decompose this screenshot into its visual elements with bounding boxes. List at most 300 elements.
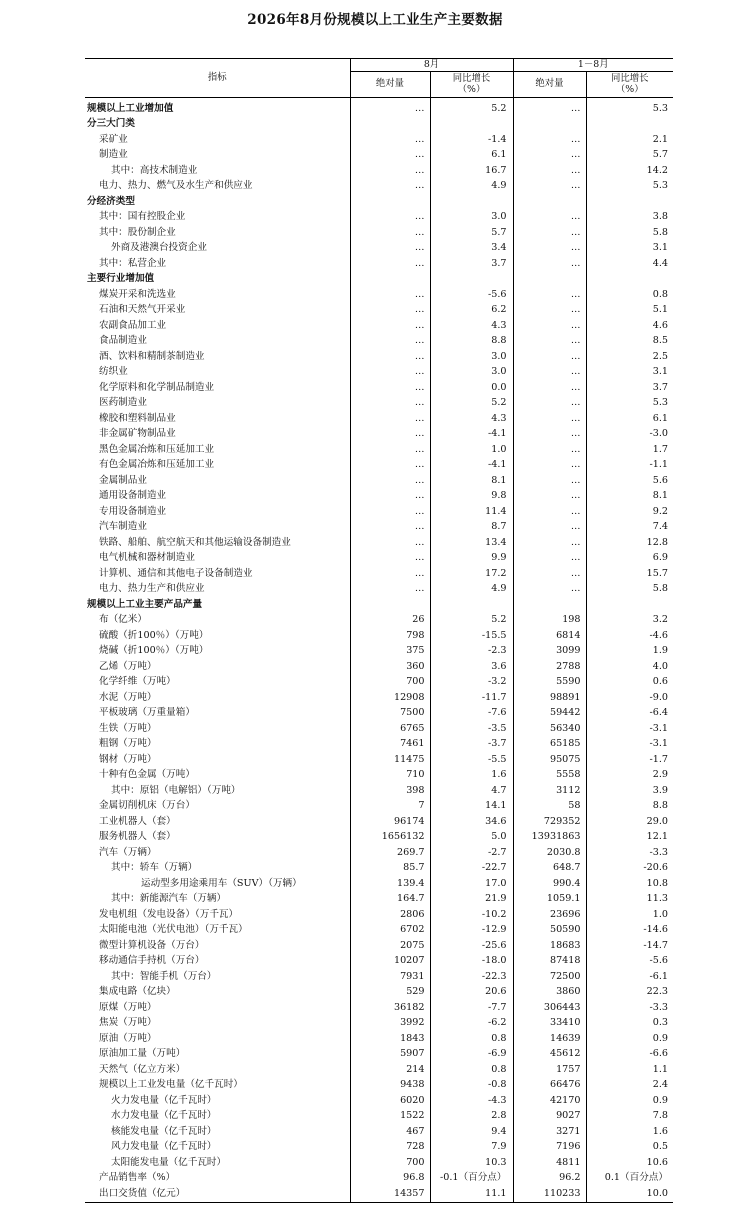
month-yoy-value: 11.4 <box>430 504 513 520</box>
ytd-yoy-label: 同比增长 <box>610 72 649 84</box>
table-row <box>85 396 673 412</box>
month-absolute-value: 398 <box>350 783 430 799</box>
indicator-name: 分经济类型 <box>87 195 135 207</box>
month-yoy-value: -7.6 <box>430 706 513 722</box>
table-row <box>85 287 673 303</box>
month-absolute-value: … <box>350 520 430 536</box>
indicator-name: 水泥（万吨） <box>99 691 157 703</box>
month-yoy-value: -5.6 <box>430 287 513 303</box>
table-row <box>85 1186 673 1202</box>
indicator-name: 酒、饮料和精制茶制造业 <box>99 350 205 362</box>
table-row <box>85 613 673 629</box>
month-absolute-value: 6020 <box>350 1093 430 1109</box>
section-row <box>85 272 673 288</box>
indicator-name: 煤炭开采和洗选业 <box>99 288 176 300</box>
month-yoy-value: -0.1（百分点） <box>430 1171 513 1187</box>
table-row <box>85 814 673 830</box>
month-yoy-value: 34.6 <box>430 814 513 830</box>
month-absolute-value: 1522 <box>350 1109 430 1125</box>
indicator-name: 布（亿米） <box>99 614 147 626</box>
ytd-yoy-value: 11.3 <box>586 892 673 908</box>
month-absolute-value: 26 <box>350 613 430 629</box>
month-yoy-value: 14.1 <box>430 799 513 815</box>
ytd-yoy-value: 10.8 <box>586 876 673 892</box>
month-absolute-value: 2075 <box>350 938 430 954</box>
month-absolute-value: 269.7 <box>350 845 430 861</box>
ytd-yoy-value: -14.6 <box>586 923 673 939</box>
ytd-absolute-value: 96.2 <box>513 1171 586 1187</box>
month-yoy-value: -3.5 <box>430 721 513 737</box>
month-absolute-value: … <box>350 396 430 412</box>
ytd-absolute-value: … <box>513 504 586 520</box>
indicator-name: 原油加工量（万吨） <box>99 1048 186 1060</box>
month-yoy-value <box>430 117 513 133</box>
indicator-name: 规模以上工业主要产品产量 <box>87 598 203 610</box>
table-row <box>85 256 673 272</box>
indicator-name: 水力发电量（亿千瓦时） <box>111 1110 217 1122</box>
ytd-yoy-value: 5.1 <box>586 303 673 319</box>
month-yoy-value: -2.3 <box>430 644 513 660</box>
ytd-absolute-value: … <box>513 349 586 365</box>
indicator-name: 通用设备制造业 <box>99 490 167 502</box>
indicator-name: 产品销售率（%） <box>99 1172 176 1184</box>
month-absolute-value: … <box>350 225 430 241</box>
table-row <box>85 706 673 722</box>
ytd-absolute-value: 50590 <box>513 923 586 939</box>
ytd-absolute-value: … <box>513 179 586 195</box>
month-yoy-value: -0.8 <box>430 1078 513 1094</box>
indicator-header: 指标 <box>207 72 227 84</box>
table-row <box>85 969 673 985</box>
ytd-yoy-value: 1.0 <box>586 907 673 923</box>
ytd-absolute-value: 4811 <box>513 1155 586 1171</box>
month-yoy-header <box>430 72 513 98</box>
month-yoy-value: 11.1 <box>430 1186 513 1202</box>
month-yoy-value: 6.2 <box>430 303 513 319</box>
ytd-absolute-value: 7196 <box>513 1140 586 1156</box>
month-absolute-value: 36182 <box>350 1000 430 1016</box>
month-yoy-value: 5.2 <box>430 613 513 629</box>
month-absolute-value: … <box>350 210 430 226</box>
indicator-name: 铁路、船舶、航空航天和其他运输设备制造业 <box>99 536 291 548</box>
month-yoy-value: 5.0 <box>430 830 513 846</box>
table-body <box>85 98 673 1203</box>
ytd-absolute-value: 72500 <box>513 969 586 985</box>
month-yoy-value: -4.1 <box>430 458 513 474</box>
ytd-absolute-value: … <box>513 148 586 164</box>
indicator-name: 生铁（万吨） <box>99 722 157 734</box>
ytd-yoy-header <box>586 72 673 98</box>
indicator-name: 焦炭（万吨） <box>99 1017 157 1029</box>
month-absolute-value: 798 <box>350 628 430 644</box>
month-absolute-value: 7931 <box>350 969 430 985</box>
ytd-yoy-unit: （%） <box>615 83 644 95</box>
month-absolute-value: 360 <box>350 659 430 675</box>
month-period-header: 8月 <box>350 59 513 72</box>
ytd-yoy-value: 7.4 <box>586 520 673 536</box>
indicator-name: 规模以上工业发电量（亿千瓦时） <box>99 1079 243 1091</box>
table-row <box>85 644 673 660</box>
ytd-yoy-value: 9.2 <box>586 504 673 520</box>
month-yoy-value: -12.9 <box>430 923 513 939</box>
table-row <box>85 566 673 582</box>
indicator-name: 十种有色金属（万吨） <box>99 769 195 781</box>
month-yoy-value: 3.0 <box>430 210 513 226</box>
ytd-absolute-value: … <box>513 427 586 443</box>
table-row <box>85 318 673 334</box>
ytd-absolute-value: 45612 <box>513 1047 586 1063</box>
table-header <box>85 59 673 98</box>
ytd-absolute-value: … <box>513 334 586 350</box>
month-absolute-value: … <box>350 566 430 582</box>
table-row <box>85 923 673 939</box>
table-row <box>85 1047 673 1063</box>
indicator-name: 分三大门类 <box>87 118 135 130</box>
month-absolute-value: … <box>350 582 430 598</box>
indicator-name: 外商及港澳台投资企业 <box>111 242 207 254</box>
indicator-name: 原煤（万吨） <box>99 1001 157 1013</box>
table-row <box>85 768 673 784</box>
indicator-name: 乙烯（万吨） <box>99 660 157 672</box>
ytd-yoy-value: 5.8 <box>586 225 673 241</box>
month-yoy-value: 3.0 <box>430 365 513 381</box>
ytd-absolute-value: 3271 <box>513 1124 586 1140</box>
ytd-yoy-value: 2.1 <box>586 132 673 148</box>
ytd-yoy-value: -6.6 <box>586 1047 673 1063</box>
month-yoy-value: -6.9 <box>430 1047 513 1063</box>
ytd-absolute-value: 5590 <box>513 675 586 691</box>
ytd-absolute-value: 5558 <box>513 768 586 784</box>
month-absolute-value: 10207 <box>350 954 430 970</box>
month-yoy-value: -18.0 <box>430 954 513 970</box>
ytd-absolute-header: 绝对量 <box>513 72 586 98</box>
ytd-yoy-value: -6.4 <box>586 706 673 722</box>
ytd-yoy-value: -3.3 <box>586 845 673 861</box>
ytd-absolute-value: … <box>513 163 586 179</box>
ytd-yoy-value: -9.0 <box>586 690 673 706</box>
table-row <box>85 303 673 319</box>
section-row <box>85 117 673 133</box>
month-absolute-value: … <box>350 535 430 551</box>
month-yoy-value: 9.9 <box>430 551 513 567</box>
ytd-absolute-value: 990.4 <box>513 876 586 892</box>
ytd-yoy-value: -1.1 <box>586 458 673 474</box>
table-row <box>85 241 673 257</box>
ytd-yoy-value <box>586 117 673 133</box>
table-row <box>85 721 673 737</box>
ytd-yoy-value: 8.1 <box>586 489 673 505</box>
table-row <box>85 504 673 520</box>
table-row <box>85 861 673 877</box>
month-yoy-value: 4.9 <box>430 582 513 598</box>
indicator-name: 烧碱（折100％）（万吨） <box>99 645 209 657</box>
ytd-yoy-value: 5.3 <box>586 396 673 412</box>
ytd-absolute-value: … <box>513 225 586 241</box>
table-row <box>85 690 673 706</box>
indicator-name: 其中：新能源汽车（万辆） <box>111 893 227 905</box>
ytd-absolute-value: 87418 <box>513 954 586 970</box>
month-yoy-value: 4.9 <box>430 179 513 195</box>
indicator-name: 规模以上工业增加值 <box>87 102 174 114</box>
month-absolute-value: … <box>350 504 430 520</box>
indicator-name: 风力发电量（亿千瓦时） <box>111 1141 217 1153</box>
ytd-absolute-value <box>513 272 586 288</box>
ytd-absolute-value <box>513 117 586 133</box>
month-absolute-value: … <box>350 442 430 458</box>
indicator-name: 天然气（亿立方米） <box>99 1063 186 1075</box>
month-yoy-value: 17.0 <box>430 876 513 892</box>
month-yoy-value: -3.7 <box>430 737 513 753</box>
month-yoy-value: -4.1 <box>430 427 513 443</box>
month-absolute-value: … <box>350 287 430 303</box>
ytd-yoy-value: 10.6 <box>586 1155 673 1171</box>
indicator-name: 石油和天然气开采业 <box>99 304 186 316</box>
indicator-name: 汽车制造业 <box>99 521 147 533</box>
ytd-absolute-value: … <box>513 132 586 148</box>
table-row <box>85 349 673 365</box>
month-absolute-value <box>350 117 430 133</box>
indicator-name: 化学原料和化学制品制造业 <box>99 381 215 393</box>
indicator-name: 橡胶和塑料制品业 <box>99 412 176 424</box>
indicator-name: 化学纤维（万吨） <box>99 676 176 688</box>
ytd-yoy-value: 0.9 <box>586 1031 673 1047</box>
ytd-yoy-value: 5.6 <box>586 473 673 489</box>
month-yoy-value <box>430 597 513 613</box>
month-yoy-value: 13.4 <box>430 535 513 551</box>
month-yoy-value: 0.0 <box>430 380 513 396</box>
ytd-absolute-value <box>513 597 586 613</box>
month-absolute-value: … <box>350 163 430 179</box>
ytd-absolute-value: … <box>513 365 586 381</box>
table-row <box>85 132 673 148</box>
table-row <box>85 442 673 458</box>
table-row <box>85 985 673 1001</box>
ytd-yoy-value: 7.8 <box>586 1109 673 1125</box>
ytd-yoy-value: 5.8 <box>586 582 673 598</box>
indicator-name: 主要行业增加值 <box>87 273 155 285</box>
month-absolute-value: 375 <box>350 644 430 660</box>
month-yoy-value: 9.4 <box>430 1124 513 1140</box>
month-absolute-value: 700 <box>350 675 430 691</box>
month-yoy-value: 0.8 <box>430 1062 513 1078</box>
month-absolute-value: 710 <box>350 768 430 784</box>
month-yoy-value: 5.2 <box>430 98 513 117</box>
month-yoy-value: -2.7 <box>430 845 513 861</box>
month-absolute-value: 700 <box>350 1155 430 1171</box>
ytd-yoy-value: -14.7 <box>586 938 673 954</box>
ytd-absolute-value: 110233 <box>513 1186 586 1202</box>
indicator-name: 非金属矿物制品业 <box>99 428 176 440</box>
ytd-yoy-value: 0.1（百分点） <box>586 1171 673 1187</box>
table-row <box>85 938 673 954</box>
table-row <box>85 163 673 179</box>
ytd-yoy-value: 10.0 <box>586 1186 673 1202</box>
table-row <box>85 458 673 474</box>
ytd-absolute-value <box>513 194 586 210</box>
ytd-absolute-value: … <box>513 241 586 257</box>
ytd-absolute-value: 306443 <box>513 1000 586 1016</box>
ytd-yoy-value: 2.5 <box>586 349 673 365</box>
table-row <box>85 1093 673 1109</box>
indicator-name: 粗钢（万吨） <box>99 738 157 750</box>
table-row <box>85 551 673 567</box>
indicator-name: 服务机器人（套） <box>99 831 176 843</box>
month-absolute-value <box>350 272 430 288</box>
ytd-yoy-value: 29.0 <box>586 814 673 830</box>
ytd-absolute-value: … <box>513 210 586 226</box>
ytd-yoy-value: 0.3 <box>586 1016 673 1032</box>
indicator-name: 太阳能电池（光伏电池）（万千瓦） <box>99 924 248 936</box>
ytd-yoy-value: -3.0 <box>586 427 673 443</box>
month-absolute-value: 9438 <box>350 1078 430 1094</box>
month-yoy-value: -1.4 <box>430 132 513 148</box>
ytd-absolute-value: 2788 <box>513 659 586 675</box>
table-row <box>85 380 673 396</box>
month-absolute-value: 7500 <box>350 706 430 722</box>
month-yoy-value: -10.2 <box>430 907 513 923</box>
ytd-absolute-value: 1059.1 <box>513 892 586 908</box>
ytd-absolute-value: 13931863 <box>513 830 586 846</box>
indicator-name: 制造业 <box>99 149 128 161</box>
ytd-yoy-value: -3.1 <box>586 721 673 737</box>
month-absolute-value: … <box>350 241 430 257</box>
month-absolute-value: … <box>350 148 430 164</box>
indicator-name: 黑色金属冶炼和压延加工业 <box>99 443 215 455</box>
month-absolute-value: … <box>350 132 430 148</box>
ytd-absolute-value: 56340 <box>513 721 586 737</box>
ytd-yoy-value: -3.3 <box>586 1000 673 1016</box>
ytd-yoy-value: 5.7 <box>586 148 673 164</box>
month-yoy-value: 5.7 <box>430 225 513 241</box>
ytd-yoy-value: -5.6 <box>586 954 673 970</box>
month-absolute-value: … <box>350 98 430 117</box>
indicator-name: 移动通信手持机（万台） <box>99 955 205 967</box>
month-yoy-value: 7.9 <box>430 1140 513 1156</box>
table-row <box>85 334 673 350</box>
ytd-absolute-value: 95075 <box>513 752 586 768</box>
ytd-yoy-value: -3.1 <box>586 737 673 753</box>
month-yoy-value: -7.7 <box>430 1000 513 1016</box>
month-yoy-value: -22.7 <box>430 861 513 877</box>
ytd-yoy-value: 3.8 <box>586 210 673 226</box>
ytd-yoy-value: 8.8 <box>586 799 673 815</box>
month-absolute-value: … <box>350 380 430 396</box>
month-yoy-value: 3.4 <box>430 241 513 257</box>
ytd-yoy-value: 4.6 <box>586 318 673 334</box>
month-yoy-value: 4.7 <box>430 783 513 799</box>
ytd-absolute-value: … <box>513 473 586 489</box>
month-absolute-value: … <box>350 256 430 272</box>
indicator-name: 平板玻璃（万重量箱） <box>99 707 195 719</box>
table-row <box>85 1031 673 1047</box>
table-row <box>85 1000 673 1016</box>
month-absolute-value: 1656132 <box>350 830 430 846</box>
ytd-yoy-value: 14.2 <box>586 163 673 179</box>
ytd-absolute-value: 65185 <box>513 737 586 753</box>
data-table <box>85 58 673 1203</box>
ytd-absolute-value: 3112 <box>513 783 586 799</box>
ytd-yoy-value: -4.6 <box>586 628 673 644</box>
ytd-absolute-value: 1757 <box>513 1062 586 1078</box>
indicator-name: 硫酸（折100％）（万吨） <box>99 629 209 641</box>
ytd-yoy-value: 8.5 <box>586 334 673 350</box>
ytd-absolute-value: … <box>513 396 586 412</box>
ytd-yoy-value: -6.1 <box>586 969 673 985</box>
month-yoy-value: 4.3 <box>430 411 513 427</box>
table-row <box>85 1016 673 1032</box>
month-absolute-value: … <box>350 365 430 381</box>
ytd-yoy-value: 1.6 <box>586 1124 673 1140</box>
month-absolute-value: … <box>350 303 430 319</box>
ytd-absolute-value: 58 <box>513 799 586 815</box>
month-absolute-value: … <box>350 179 430 195</box>
section-row <box>85 194 673 210</box>
indicator-name: 工业机器人（套） <box>99 815 176 827</box>
ytd-absolute-value: 42170 <box>513 1093 586 1109</box>
ytd-absolute-value: 2030.8 <box>513 845 586 861</box>
table-row <box>85 907 673 923</box>
ytd-absolute-value: 9027 <box>513 1109 586 1125</box>
table-row <box>85 1155 673 1171</box>
month-absolute-value: 7461 <box>350 737 430 753</box>
ytd-absolute-value: … <box>513 489 586 505</box>
table-row <box>85 845 673 861</box>
ytd-absolute-value: … <box>513 442 586 458</box>
month-absolute-header: 绝对量 <box>350 72 430 98</box>
month-yoy-value: 1.0 <box>430 442 513 458</box>
ytd-yoy-value: 4.4 <box>586 256 673 272</box>
month-yoy-value: 5.2 <box>430 396 513 412</box>
month-absolute-value: … <box>350 458 430 474</box>
month-yoy-value: 2.8 <box>430 1109 513 1125</box>
ytd-yoy-value: 3.2 <box>586 613 673 629</box>
table-row <box>85 225 673 241</box>
indicator-name: 运动型多用途乘用车（SUV）（万辆） <box>141 877 302 889</box>
month-absolute-value: 96.8 <box>350 1171 430 1187</box>
month-absolute-value: 12908 <box>350 690 430 706</box>
ytd-yoy-value: 0.6 <box>586 675 673 691</box>
month-yoy-value: 4.3 <box>430 318 513 334</box>
ytd-absolute-value: 648.7 <box>513 861 586 877</box>
ytd-yoy-value: -1.7 <box>586 752 673 768</box>
month-absolute-value: 164.7 <box>350 892 430 908</box>
month-yoy-value: -6.2 <box>430 1016 513 1032</box>
table-row <box>85 752 673 768</box>
month-absolute-value: … <box>350 411 430 427</box>
month-absolute-value: 728 <box>350 1140 430 1156</box>
ytd-yoy-value <box>586 194 673 210</box>
month-yoy-value: 8.7 <box>430 520 513 536</box>
month-yoy-value: 6.1 <box>430 148 513 164</box>
month-yoy-value: 3.7 <box>430 256 513 272</box>
ytd-absolute-value: 66476 <box>513 1078 586 1094</box>
table-row <box>85 675 673 691</box>
indicator-name: 微型计算机设备（万台） <box>99 939 205 951</box>
month-yoy-value: 20.6 <box>430 985 513 1001</box>
ytd-yoy-value: 12.8 <box>586 535 673 551</box>
table-row <box>85 628 673 644</box>
indicator-name: 农副食品加工业 <box>99 319 167 331</box>
ytd-yoy-value: 0.5 <box>586 1140 673 1156</box>
indicator-name: 核能发电量（亿千瓦时） <box>111 1125 217 1137</box>
month-absolute-value: … <box>350 427 430 443</box>
month-absolute-value: 6765 <box>350 721 430 737</box>
table-row <box>85 535 673 551</box>
indicator-name: 采矿业 <box>99 133 128 145</box>
ytd-yoy-value <box>586 272 673 288</box>
table-row <box>85 582 673 598</box>
ytd-absolute-value: … <box>513 287 586 303</box>
